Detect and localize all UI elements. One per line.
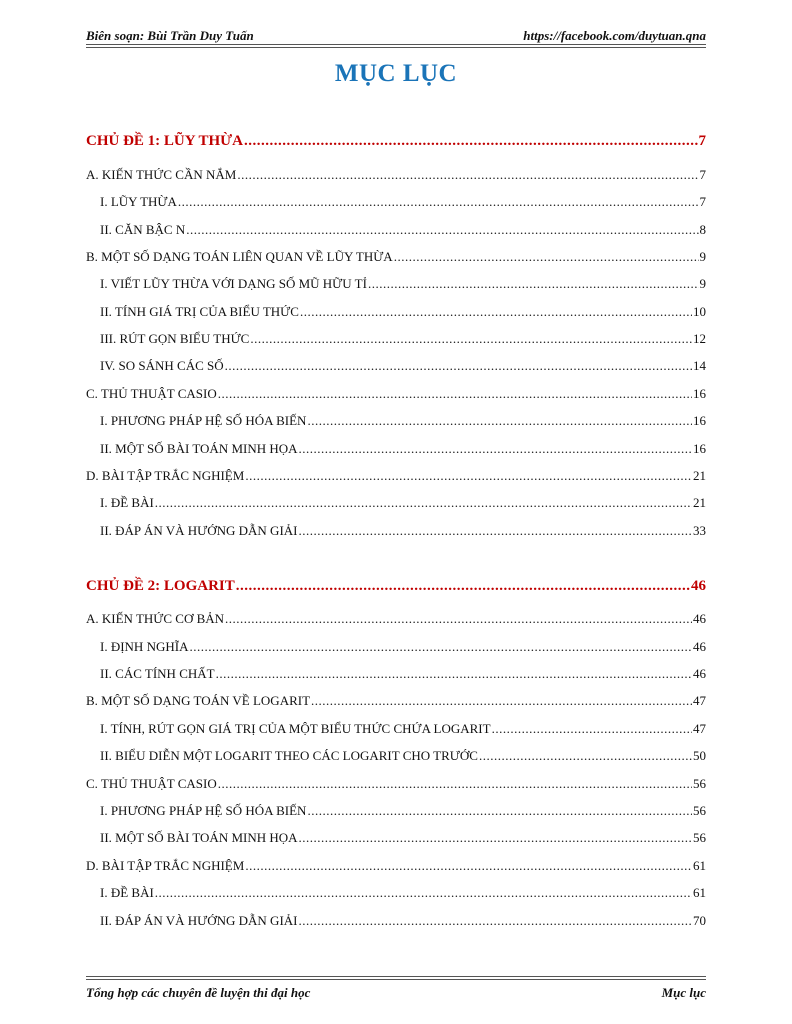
- toc-entry-page: 56: [693, 776, 706, 791]
- toc-entry-subsection[interactable]: [100, 325, 706, 347]
- toc-leader-dots: [250, 331, 692, 347]
- toc-entry-label: II. MỘT SỐ BÀI TOÁN MINH HỌA: [100, 830, 298, 845]
- toc-leader-dots: [218, 776, 692, 792]
- footer-rule: [86, 976, 706, 977]
- toc-leader-dots: [245, 468, 692, 484]
- toc-entry-page: 61: [693, 858, 706, 873]
- toc-leader-dots: [178, 194, 699, 210]
- toc-leader-dots: [237, 167, 698, 183]
- toc-leader-dots: [218, 386, 692, 402]
- toc-entry-label: I. PHƯƠNG PHÁP HỆ SỐ HÓA BIẾN: [100, 803, 307, 818]
- toc-leader-dots: [186, 222, 698, 238]
- toc-entry-page: 21: [693, 495, 706, 510]
- toc-entry-page: 16: [693, 386, 706, 401]
- toc-entry-label: CHỦ ĐỀ 1: LŨY THỪA: [86, 133, 243, 149]
- toc-entry-section[interactable]: [86, 852, 706, 874]
- toc-leader-dots: [299, 830, 692, 846]
- toc-entry-subsection[interactable]: [100, 633, 706, 655]
- toc-entry-subsection[interactable]: [100, 797, 706, 819]
- toc-entry-label: I. VIẾT LŨY THỪA VỚI DẠNG SỐ MŨ HỮU TỈ: [100, 276, 367, 291]
- toc-entry-section[interactable]: [86, 605, 706, 627]
- toc-entry-label: II. ĐÁP ÁN VÀ HƯỚNG DẪN GIẢI: [100, 913, 298, 928]
- toc-entry-page: 8: [699, 222, 706, 237]
- toc-entry-page: 9: [699, 249, 706, 264]
- toc-entry-label: A. KIẾN THỨC CẦN NẮM: [86, 167, 237, 182]
- toc-entry-label: II. BIỂU DIỄN MỘT LOGARIT THEO CÁC LOGARIT CHO TRƯỚC: [100, 748, 478, 763]
- toc-entry-subsection[interactable]: [100, 188, 706, 210]
- toc-entry-subsection[interactable]: [100, 407, 706, 429]
- toc-entry-label: II. TÍNH GIÁ TRỊ CỦA BIỂU THỨC: [100, 304, 299, 319]
- toc-leader-dots: [300, 304, 692, 320]
- toc-entry-label: C. THỦ THUẬT CASIO: [86, 776, 217, 791]
- footer-rule-second: [86, 979, 706, 980]
- toc-entry-page: 9: [699, 276, 706, 291]
- toc-entry-section[interactable]: [86, 462, 706, 484]
- toc-entry-page: 70: [693, 913, 706, 928]
- toc-entry-section[interactable]: [86, 687, 706, 709]
- toc-leader-dots: [155, 885, 692, 901]
- header-author: Biên soạn: Bùi Trần Duy Tuấn: [86, 28, 254, 43]
- toc-entry-label: D. BÀI TẬP TRẮC NGHIỆM: [86, 858, 245, 873]
- toc-entry-page: 16: [693, 413, 706, 428]
- toc-entry-section[interactable]: [86, 161, 706, 183]
- toc-leader-dots: [307, 413, 692, 429]
- toc-entry-page: 47: [693, 721, 706, 736]
- toc-entry-label: I. TÍNH, RÚT GỌN GIÁ TRỊ CỦA MỘT BIỂU THỨC CHỨA LOGARIT: [100, 721, 491, 736]
- toc-entry-label: D. BÀI TẬP TRẮC NGHIỆM: [86, 468, 245, 483]
- toc-entry-page: 46: [693, 611, 706, 626]
- toc-entry-subsection[interactable]: [100, 352, 706, 374]
- toc-entry-page: 46: [693, 666, 706, 681]
- toc-leader-dots: [492, 721, 692, 737]
- toc-entry-page: 56: [693, 830, 706, 845]
- toc-entry-section[interactable]: [86, 380, 706, 402]
- toc-entry-page: 7: [698, 133, 706, 149]
- toc-leader-dots: [216, 666, 692, 682]
- toc-leader-dots: [479, 748, 692, 764]
- toc-leader-dots: [236, 578, 690, 595]
- header-rule-second: [86, 47, 706, 48]
- toc-entry-subsection[interactable]: [100, 824, 706, 846]
- page-header: [86, 26, 706, 44]
- toc-entry-label: B. MỘT SỐ DẠNG TOÁN LIÊN QUAN VỀ LŨY THỪA: [86, 249, 393, 264]
- toc-entry-page: 50: [693, 748, 706, 763]
- toc-entry-page: 61: [693, 885, 706, 900]
- toc-entry-page: 46: [693, 639, 706, 654]
- toc-entry-page: 12: [693, 331, 706, 346]
- toc-leader-dots: [244, 133, 698, 150]
- toc-entry-page: 21: [693, 468, 706, 483]
- toc-entry-subsection[interactable]: [100, 435, 706, 457]
- toc-leader-dots: [155, 495, 692, 511]
- header-url: https://facebook.com/duytuan.qna: [523, 28, 706, 43]
- toc-entry-label: I. LŨY THỪA: [100, 194, 177, 209]
- toc-leader-dots: [225, 358, 692, 374]
- toc-entry-subsection[interactable]: [100, 742, 706, 764]
- toc-entry-page: 7: [699, 194, 706, 209]
- toc-leader-dots: [299, 913, 693, 929]
- toc-leader-dots: [311, 693, 692, 709]
- toc-entry-page: 16: [693, 441, 706, 456]
- toc-entry-subsection[interactable]: [100, 270, 706, 292]
- toc-entry-label: I. ĐỀ BÀI: [100, 885, 154, 900]
- toc-entry-section[interactable]: [86, 770, 706, 792]
- toc-entry-page: 46: [691, 578, 706, 594]
- toc-entry-page: 10: [693, 304, 706, 319]
- toc-leader-dots: [394, 249, 699, 265]
- toc-entry-section[interactable]: [86, 243, 706, 265]
- header-rule: [86, 44, 706, 45]
- toc-entry-subsection[interactable]: [100, 907, 706, 929]
- toc-leader-dots: [307, 803, 692, 819]
- toc-leader-dots: [368, 276, 699, 292]
- toc-entry-subsection[interactable]: [100, 216, 706, 238]
- toc-entry-subsection[interactable]: [100, 298, 706, 320]
- page-title: MỤC LỤC: [334, 60, 458, 87]
- toc-leader-dots: [189, 639, 692, 655]
- toc-leader-dots: [245, 858, 692, 874]
- toc-entry-chapter[interactable]: [86, 573, 706, 595]
- toc-entry-label: II. MỘT SỐ BÀI TOÁN MINH HỌA: [100, 441, 298, 456]
- toc-entry-subsection[interactable]: [100, 715, 706, 737]
- toc-entry-label: A. KIẾN THỨC CƠ BẢN: [86, 611, 225, 626]
- toc-entry-subsection[interactable]: [100, 489, 706, 511]
- footer-right-text: Mục lục: [661, 985, 706, 1000]
- toc-leader-dots: [225, 611, 692, 627]
- toc-entry-label: III. RÚT GỌN BIỂU THỨC: [100, 331, 250, 346]
- page-footer: [86, 983, 706, 1001]
- toc-entry-chapter[interactable]: [86, 128, 706, 150]
- toc-leader-dots: [299, 441, 692, 457]
- toc-entry-label: II. CÁC TÍNH CHẤT: [100, 666, 215, 681]
- toc-entry-label: I. ĐỀ BÀI: [100, 495, 154, 510]
- toc-entry-label: II. ĐÁP ÁN VÀ HƯỚNG DẪN GIẢI: [100, 523, 298, 538]
- toc-entry-label: II. CĂN BẬC N: [100, 222, 186, 237]
- toc-entry-label: I. PHƯƠNG PHÁP HỆ SỐ HÓA BIẾN: [100, 413, 307, 428]
- toc-entry-page: 7: [699, 167, 706, 182]
- toc-entry-subsection[interactable]: [100, 660, 706, 682]
- toc-entry-page: 14: [693, 358, 706, 373]
- toc-entry-subsection[interactable]: [100, 517, 706, 539]
- toc-leader-dots: [299, 523, 693, 539]
- toc-entry-page: 56: [693, 803, 706, 818]
- toc-entry-page: 33: [693, 523, 706, 538]
- toc-entry-page: 47: [693, 693, 706, 708]
- footer-left-text: Tổng hợp các chuyên đề luyện thi đại học: [86, 985, 311, 1000]
- toc-entry-label: IV. SO SÁNH CÁC SỐ: [100, 358, 224, 373]
- toc-entry-label: B. MỘT SỐ DẠNG TOÁN VỀ LOGARIT: [86, 693, 311, 708]
- toc-entry-label: CHỦ ĐỀ 2: LOGARIT: [86, 578, 235, 594]
- toc-entry-label: I. ĐỊNH NGHĨA: [100, 639, 189, 654]
- toc-entry-subsection[interactable]: [100, 879, 706, 901]
- toc-entry-label: C. THỦ THUẬT CASIO: [86, 386, 217, 401]
